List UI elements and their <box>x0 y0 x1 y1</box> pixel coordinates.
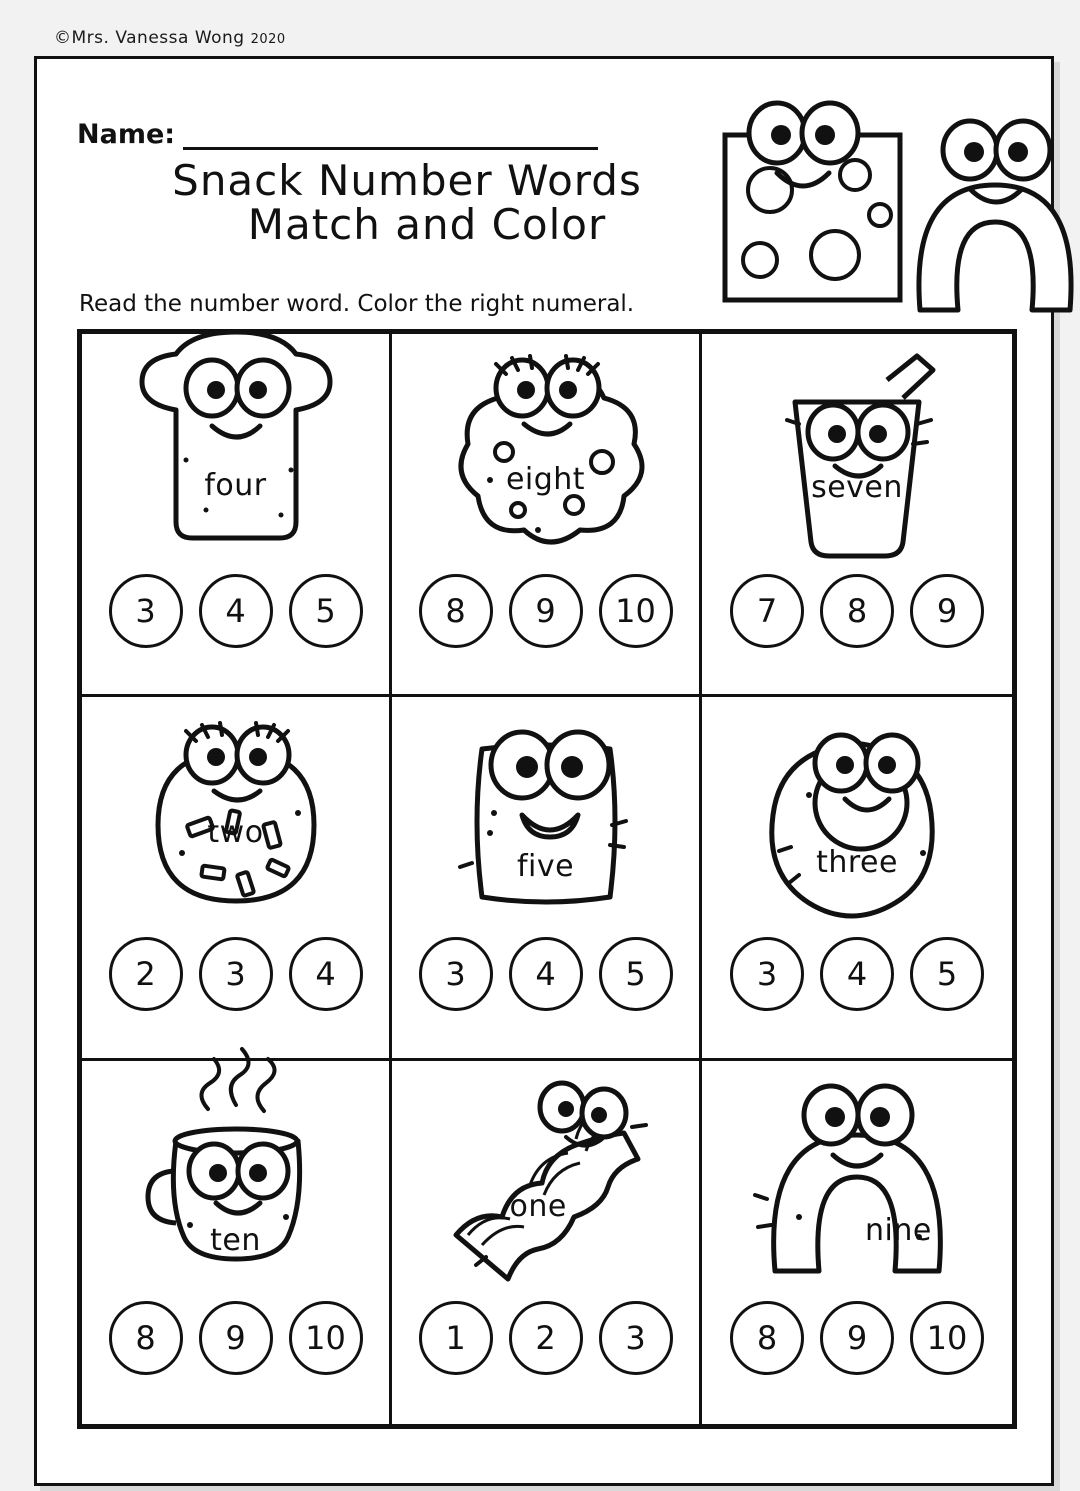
copyright-year: 2020 <box>250 32 286 47</box>
numeral-option[interactable]: 3 <box>109 574 183 648</box>
numeral-option[interactable]: 9 <box>820 1301 894 1375</box>
number-word: eight <box>505 462 586 497</box>
name-label: Name: <box>77 119 176 150</box>
numeral-option[interactable]: 5 <box>910 937 984 1011</box>
mug-icon <box>116 1067 356 1299</box>
bacon-strip-icon <box>426 1067 666 1299</box>
grid-cell <box>392 1061 702 1424</box>
grid-cell <box>702 334 1012 697</box>
copyright-text: ©Mrs. Vanessa Wong <box>54 28 245 48</box>
cookie-round-icon <box>116 703 356 935</box>
number-word: five <box>516 849 575 885</box>
number-word: seven <box>811 470 903 505</box>
page-title <box>77 156 737 250</box>
name-input-line[interactable] <box>183 124 598 150</box>
numeral-option[interactable]: 4 <box>509 937 583 1011</box>
numeral-options <box>419 1301 673 1375</box>
bread-slice-icon <box>116 340 356 572</box>
numeral-option[interactable]: 9 <box>509 574 583 648</box>
numeral-options <box>109 937 363 1011</box>
numeral-options <box>419 574 673 648</box>
numeral-option[interactable]: 4 <box>199 574 273 648</box>
number-word: three <box>816 845 898 881</box>
numeral-option[interactable]: 2 <box>509 1301 583 1375</box>
numeral-option[interactable]: 3 <box>599 1301 673 1375</box>
numeral-option[interactable]: 9 <box>199 1301 273 1375</box>
number-word: two <box>207 815 264 851</box>
numeral-options <box>730 574 984 648</box>
numeral-option[interactable]: 10 <box>910 1301 984 1375</box>
instructions-text: Read the number word. Color the right numeral. <box>79 291 635 317</box>
numeral-option[interactable]: 8 <box>820 574 894 648</box>
numeral-option[interactable]: 8 <box>109 1301 183 1375</box>
grid-cell <box>702 1061 1012 1424</box>
pretzel-arch-icon <box>737 1067 977 1299</box>
title-line-1: Snack Number Words <box>172 156 642 205</box>
grid-cell <box>392 697 702 1060</box>
numeral-options <box>730 937 984 1011</box>
copyright-notice <box>54 28 286 48</box>
grid-cell <box>82 1061 392 1424</box>
numeral-option[interactable]: 5 <box>599 937 673 1011</box>
cheese-square-icon <box>426 703 666 935</box>
numeral-options <box>730 1301 984 1375</box>
numeral-option[interactable]: 3 <box>419 937 493 1011</box>
numeral-option[interactable]: 3 <box>730 937 804 1011</box>
numeral-options <box>419 937 673 1011</box>
numeral-options <box>109 1301 363 1375</box>
name-field-row <box>77 119 598 150</box>
grid-cell <box>82 697 392 1060</box>
number-word: one <box>509 1188 567 1224</box>
grid-cell <box>82 334 392 697</box>
grid-cell <box>392 334 702 697</box>
egg-icon <box>737 703 977 935</box>
numeral-option[interactable]: 10 <box>289 1301 363 1375</box>
numeral-option[interactable]: 2 <box>109 937 183 1011</box>
title-line-2: Match and Color <box>247 200 607 250</box>
number-word: four <box>204 468 267 503</box>
numeral-option[interactable]: 7 <box>730 574 804 648</box>
corner-decoration <box>715 95 1045 325</box>
number-word: ten <box>210 1222 261 1258</box>
numeral-option[interactable]: 3 <box>199 937 273 1011</box>
numeral-option[interactable]: 9 <box>910 574 984 648</box>
numeral-option[interactable]: 8 <box>419 574 493 648</box>
numeral-options <box>109 574 363 648</box>
numeral-option[interactable]: 5 <box>289 574 363 648</box>
numeral-option[interactable]: 4 <box>289 937 363 1011</box>
grid-cell <box>702 697 1012 1060</box>
numeral-option[interactable]: 1 <box>419 1301 493 1375</box>
drink-cup-icon <box>737 340 977 572</box>
numeral-option[interactable]: 8 <box>730 1301 804 1375</box>
numeral-option[interactable]: 4 <box>820 937 894 1011</box>
worksheet-grid <box>77 329 1017 1429</box>
worksheet-sheet <box>34 56 1054 1486</box>
cookie-blob-icon <box>426 340 666 572</box>
number-word: nine <box>865 1212 932 1248</box>
numeral-option[interactable]: 10 <box>599 574 673 648</box>
